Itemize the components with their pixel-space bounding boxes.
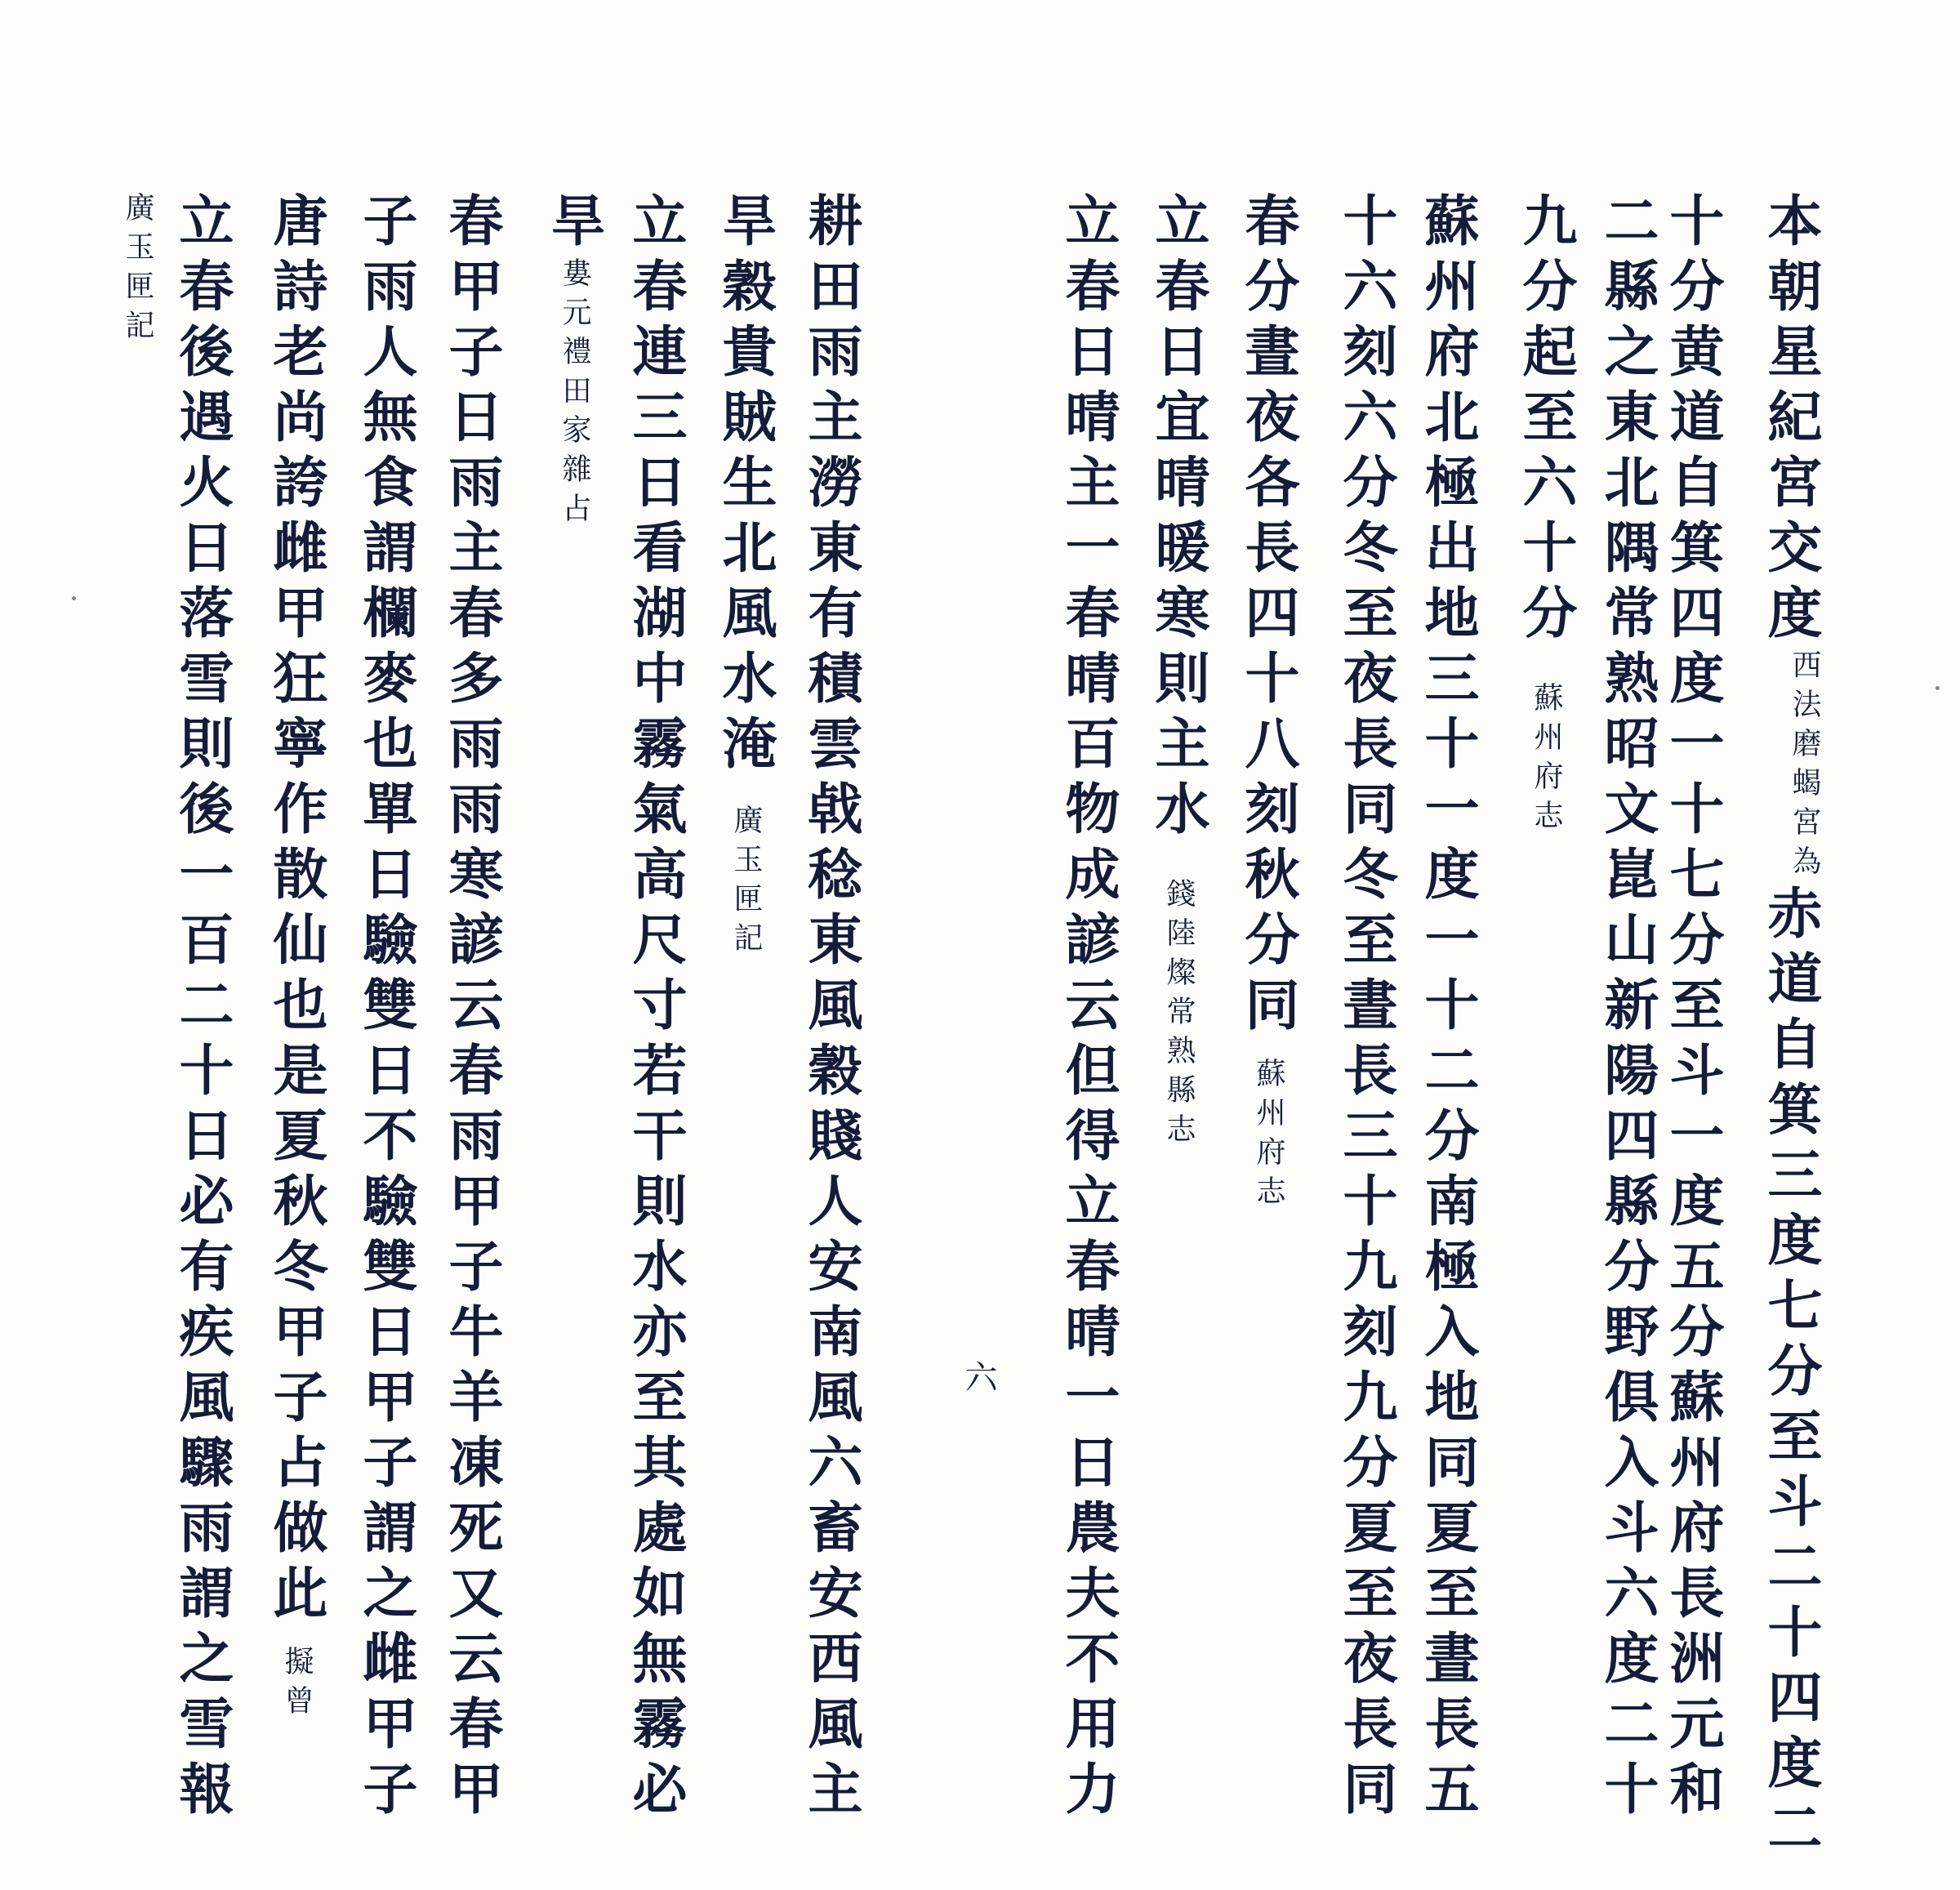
text-column: 本朝星紀宮交度西法磨蝎宮為赤道自箕三度七分至斗二十四度二 [1759,192,1824,1865]
text-column: 唐詩老尚誇雌甲狂寧作散仙也是夏秋冬甲子占做此擬曾 [265,192,329,1724]
annotation-note: 廣玉匣記 [729,805,763,961]
text-column: 春甲子日雨主春多雨雨寒諺云春雨甲子牛羊凍死又云春甲 [440,192,505,1825]
text-column: 立春日晴主一春晴百物成諺云但得立春晴一日農夫不用力 [1057,192,1121,1825]
annotation-note: 婁元禮田家雜占 [558,257,591,532]
paper-speck [72,596,76,600]
annotation-note: 蘇州府志 [1252,1058,1285,1215]
text-column: 旱婁元禮田家雜占 [542,192,607,532]
text-column: 十六刻六分冬至夜長同冬至晝長三十九刻九分夏至夜長同 [1334,192,1399,1825]
text-column: 九分起至六十分蘇州府志 [1514,192,1579,839]
text-column: 二縣之東北隅常熟昭文崑山新陽四縣分野俱入斗六度二十 [1596,192,1660,1825]
text-column: 春分晝夜各長四十八刻秋分同蘇州府志 [1236,192,1301,1215]
text-column: 立春日宜晴暖寒則主水錢陸燦常熟縣志 [1147,192,1211,1152]
text-column: 立春後遇火日落雪則後一百二十日必有疾風驟雨謂之雪報 [171,192,235,1825]
text-column: 蘇州府北極出地三十一度一十二分南極入地同夏至晝長五 [1416,192,1481,1825]
text-column: 立春連三日看湖中霧氣高尺寸若干則水亦至其處如無霧必 [624,192,688,1825]
annotation-note: 廣玉匣記 [121,192,154,349]
annotation-note: 西法磨蝎宮為 [1788,649,1821,885]
page-number: 六 [960,1360,997,1393]
text-column: 十分黄道自箕四度一十七分至斗一度五分蘇州府長洲元和 [1661,192,1726,1825]
paper-speck [1936,686,1940,690]
text-column: 旱穀貴賊生北風水淹廣玉匣記 [714,192,778,961]
annotation-note: 擬曾 [280,1646,314,1724]
annotation-note: 錢陸燦常熟縣志 [1162,878,1196,1152]
annotation-note: 蘇州府志 [1530,682,1563,839]
text-column: 耕田雨主澇東有積雲㦸稔東風穀賤人安南風六畜安西風主 [800,192,864,1825]
text-column: 子雨人無食謂欄麥也單日驗雙日不驗雙日甲子謂之雌甲子 [354,192,419,1825]
